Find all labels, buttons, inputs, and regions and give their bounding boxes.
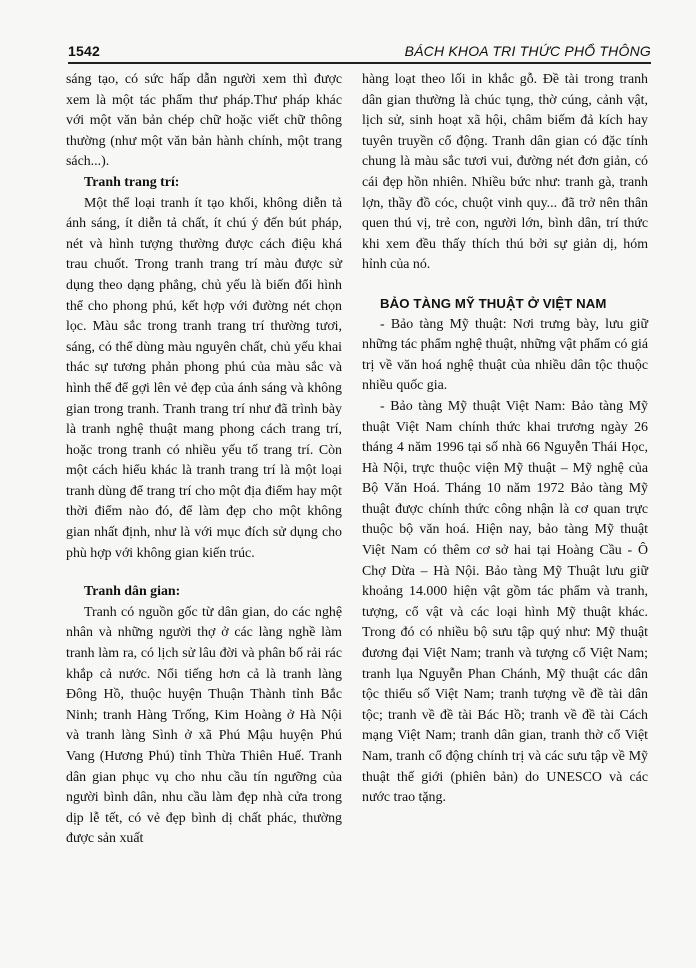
paragraph-museum-definition: - Bảo tàng Mỹ thuật: Nơi trưng bày, lưu giữ những tác phẩm nghệ thuật, những vật phẩm có giá trị về văn hoá nghệ thuật của nhiều dân tộc thuộc nhiều quốc gia. bbox=[362, 316, 648, 394]
paragraph-calligraphy-end: sáng tạo, có sức hấp dẫn người xem thì được xem là một tác phẩm thư pháp.Thư pháp khác với một văn bản chép chữ hoặc viết chữ thông thường (như một văn bản hành chính, một trang sách...). bbox=[66, 72, 342, 170]
subheading-folk-painting: Tranh dân gian: bbox=[84, 584, 181, 600]
spacer bbox=[362, 276, 648, 294]
running-title: BÁCH KHOA TRI THỨC PHỔ THÔNG bbox=[404, 43, 651, 59]
paragraph-folk-painting-continued: hàng loạt theo lối in khắc gỗ. Đề tài trong tranh dân gian thường là chúc tụng, thờ cúng, cảnh vật, lịch sử, sinh hoạt xã hội, châm biếm đả kích hay tuyên truyền cổ động. Tranh dân gian có đặc tính chung là màu sắc tươi vui, đường nét đơn giản, có cái đẹp hồn nhiên. Nhiều bức như: tranh gà, tranh lợn, thầy đồ cóc, chuột vinh quy... đã trở nên thân quen thú vị, trẻ con, người lớn, bình dân, trí thức khi xem đều thấy thích thú bởi sự giản dị, hóm hỉnh của nó. bbox=[362, 72, 648, 273]
page-header bbox=[68, 36, 651, 64]
paragraph-folk-painting: Tranh có nguồn gốc từ dân gian, do các nghệ nhân và những người thợ ở các làng nghề làm tranh làm ra, có lịch sử lâu đời và phân bố rải rác khắp cả nước. Nổi tiếng hơn cả là tranh làng Đông Hồ, thuộc huyện Thuận Thành tỉnh Bắc Ninh; tranh Hàng Trống, Kim Hoàng ở Hà Nội và tranh làng Sình ở xã Phú Mậu huyện Phú Vang (Hương Phú) tỉnh Thừa Thiên Huế. Tranh dân gian phục vụ cho nhu cầu tín ngưỡng của người bình dân, nhu cầu làm đẹp nhà cửa trong dịp lễ tết, có vẻ đẹp bình dị chất phác, thường được sản xuất bbox=[66, 604, 342, 847]
paragraph-decorative-painting: Một thể loại tranh ít tạo khối, không diễn tả ánh sáng, ít diễn tả chất, ít chú ý đến bút pháp, nét và hình tượng thường được cách điệu khá trau chuốt. Trong tranh trang trí màu được sử dụng theo dạng phẳng, chủ yếu là biến đổi hình thể cho phong phú, kết hợp với đường nét chọn lọc. Màu sắc trong tranh trang trí thường tươi, sáng, có thể dùng màu nguyên chất, chủ yếu khai thác sự tương phản phong phú của màu sắc và hình thể để gợi lên vẻ đẹp của ánh sáng và không gian trong tranh. Tranh trang trí như đã trình bày là tranh nghệ thuật mang phong cách trang trí, hoặc trong tranh có nhiều yếu tố trang trí. Còn một cách hiểu khác là tranh trang trí là một loại tranh dùng để trang trí cho một địa điểm hay một thời điểm nào đó, để làm đẹp cho một không gian nhất định, như là với mục đích sử dụng cho phù hợp với không gian kiến trúc. bbox=[66, 195, 342, 561]
spacer bbox=[66, 564, 342, 582]
paragraph-vietnam-fine-arts-museum: - Bảo tàng Mỹ thuật Việt Nam: Bảo tàng Mỹ thuật Việt Nam chính thức khai trương ngày 26 tháng 4 năm 1996 tại số nhà 66 Nguyễn Thái Học, Hà Nội, trực thuộc viện Mỹ thuật – Mỹ nghệ của Bộ Văn Hoá. Tháng 10 năm 1972 Bảo tàng Mỹ thuật được chính thức công nhận là cơ quan trực thuộc bộ văn hoá. Hiện nay, bảo tàng Mỹ thuật Việt Nam có thêm cơ sở hai tại Hoàng Cầu - Ô Chợ Dừa – Hà Nội. Bảo tàng Mỹ Thuật lưu giữ khoảng 14.000 hiện vật gồm tác phẩm và tranh, tượng, cổ vật và các loại hình Mỹ thuật khác. Trong đó có nhiều bộ sưu tập quý như: Mỹ thuật đương đại Việt Nam; tranh và tượng cổ Việt Nam; tranh lụa Nguyễn Phan Chánh, Mỹ thuật các dân tộc thiểu số Việt Nam; tranh tượng về đề tài dân tộc; tranh về đề tài Bác Hồ; tranh về đề tài Cách mạng Việt Nam; tranh dân gian, tranh thờ cổ Việt Nam, tranh cổ động chính trị và các sưu tập về Mỹ thuật thế giới (phiên bản) do UNESCO và các nước trao tặng. bbox=[362, 398, 648, 806]
right-column bbox=[362, 70, 648, 809]
page-number: 1542 bbox=[68, 43, 100, 59]
left-column bbox=[66, 70, 342, 850]
section-heading-fine-arts-museum: BẢO TÀNG MỸ THUẬT Ở VIỆT NAM bbox=[380, 295, 607, 311]
subheading-decorative-painting: Tranh trang trí: bbox=[84, 174, 180, 190]
